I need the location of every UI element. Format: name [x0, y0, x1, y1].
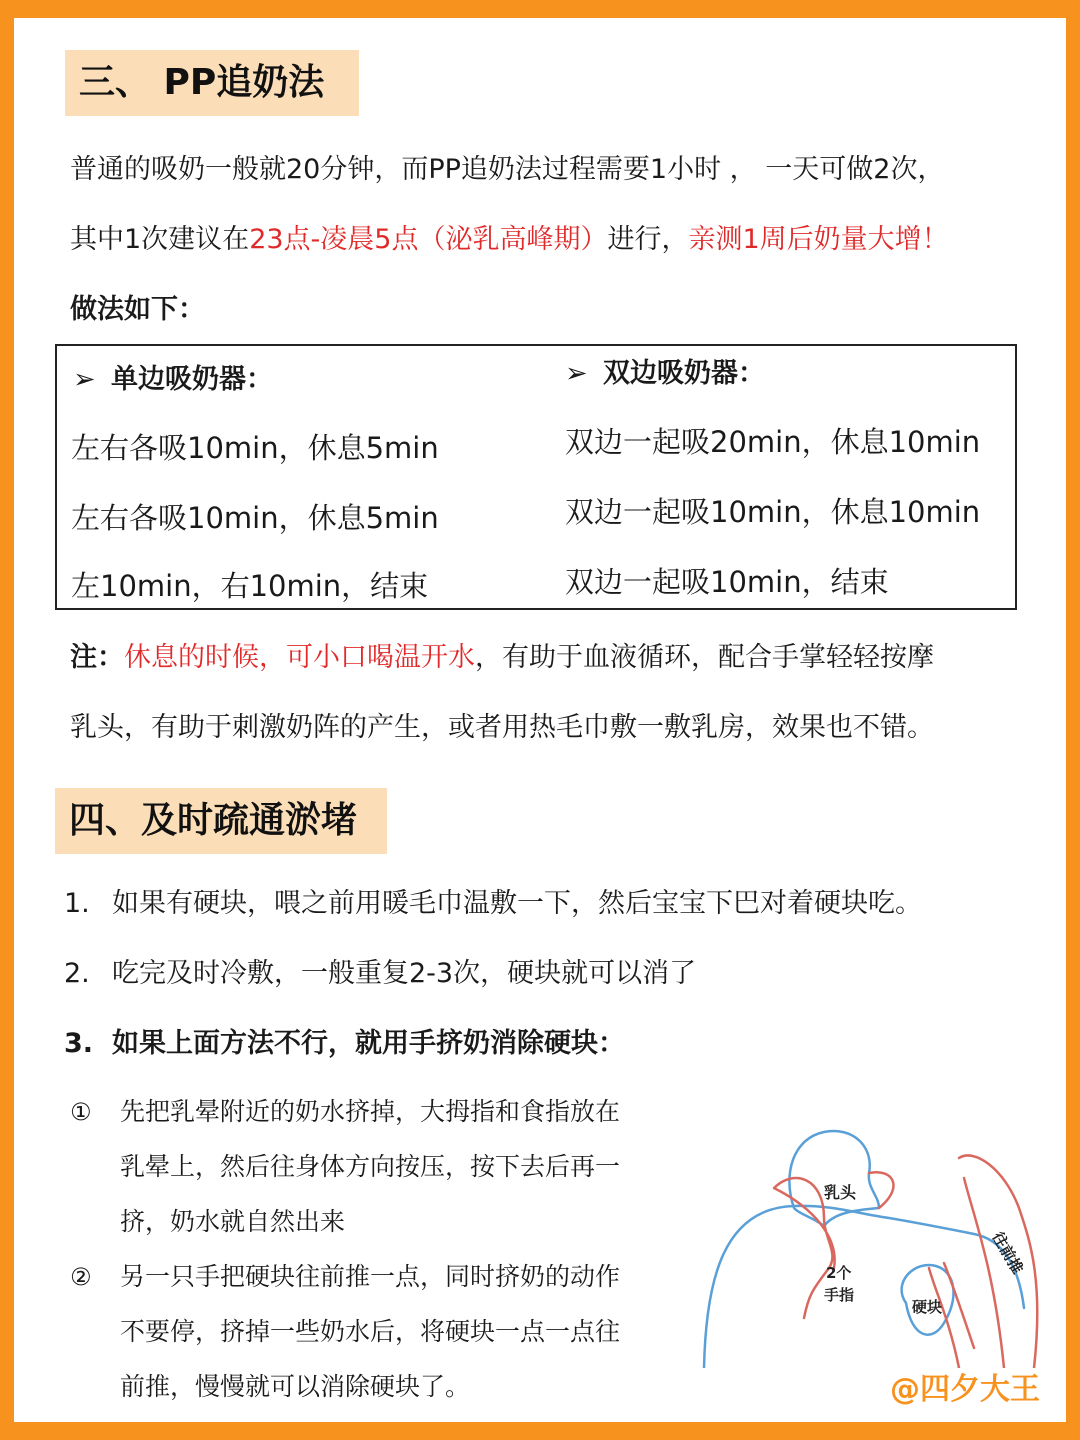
diagram-label-push: 往前推: [988, 1229, 1027, 1277]
double-row-2: 双边一起吸10min，休息10min: [565, 495, 981, 529]
step-2-line-1: 另一只手把硬块往前推一点，同时挤奶的动作: [120, 1262, 621, 1291]
step-1-line-1: 先把乳晕附近的奶水挤掉，大拇指和食指放在: [120, 1097, 621, 1126]
single-pump-title: 单边吸奶器：: [111, 364, 273, 395]
single-row-1: 左右各吸10min，休息5min: [71, 431, 439, 465]
intro-line-2: [70, 222, 949, 258]
diagram-label-nipple: 乳头: [824, 1183, 857, 1202]
item-3-text: 如果上面方法不行，就用手挤奶消除硬块：: [112, 1028, 625, 1059]
step-2-line-3: 前推，慢慢就可以消除硬块了。: [120, 1372, 471, 1401]
arrow-icon: ➢: [73, 364, 96, 395]
breast-outline: [704, 1206, 1024, 1368]
intro-highlight-time: 23点-凌晨5点（泌乳高峰期）: [249, 224, 608, 255]
section-title-unblock: 四、及时疏通淤堵: [55, 788, 387, 854]
page: [14, 18, 1066, 1422]
step-1-line-3: 挤，奶水就自然出来: [120, 1207, 346, 1236]
intro-line-1: 普通的吸奶一般就20分钟，而PP追奶法过程需要1小时 ， 一天可做2次，: [70, 154, 945, 185]
item-2-text: 吃完及时冷敷，一般重复2-3次，硬块就可以消了: [112, 958, 697, 989]
step-1-marker: ①: [70, 1098, 92, 1126]
double-row-1: 双边一起吸20min，休息10min: [565, 425, 981, 459]
item-2-number: 2.: [64, 958, 90, 989]
diagram-label-fingers-2: 手指: [824, 1286, 855, 1304]
note-text: ，有助于血液循环，配合手掌轻轻按摩: [475, 642, 934, 673]
item-1-number: 1.: [64, 888, 90, 919]
note-line-2: 乳头，有助于刺激奶阵的产生，或者用热毛巾敷一敷乳房，效果也不错。: [70, 712, 934, 743]
arrow-icon: ➢: [565, 358, 588, 389]
single-row-3: 左10min，右10min，结束: [71, 569, 429, 603]
step-2-marker: ②: [70, 1263, 92, 1291]
step-2-line-2: 不要停，挤掉一些奶水后，将硬块一点一点往: [120, 1317, 621, 1346]
method-label: 做法如下：: [70, 294, 205, 325]
author-signature: @四夕大王: [890, 1372, 1040, 1407]
item-1-text: 如果有硬块，喂之前用暖毛巾温敷一下，然后宝宝下巴对着硬块吃。: [112, 888, 922, 919]
intro-text-a: 其中1次建议在: [70, 224, 250, 255]
single-pump-header: [73, 362, 273, 398]
double-pump-title: 双边吸奶器：: [603, 358, 765, 389]
note-line-1: [70, 640, 934, 676]
double-row-3: 双边一起吸10min，结束: [565, 565, 889, 599]
intro-highlight-result: 亲测1周后奶量大增！: [688, 224, 949, 255]
note-label: 注：: [70, 642, 124, 673]
section-title-pp: 三、 PP追奶法: [65, 50, 359, 116]
item-3-number: 3.: [64, 1028, 94, 1059]
hand-expression-diagram: [674, 1118, 1054, 1368]
diagram-label-lump: 硬块: [912, 1298, 943, 1316]
step-1-line-2: 乳晕上，然后往身体方向按压，按下去后再一: [120, 1152, 621, 1181]
diagram-label-fingers-1: 2个: [826, 1264, 852, 1282]
single-row-2: 左右各吸10min，休息5min: [71, 501, 439, 535]
double-pump-header: [565, 356, 765, 392]
intro-text-b: 进行，: [607, 224, 689, 255]
note-highlight: 休息的时候，可小口喝温开水: [124, 642, 475, 673]
pumping-table: [55, 344, 1017, 610]
